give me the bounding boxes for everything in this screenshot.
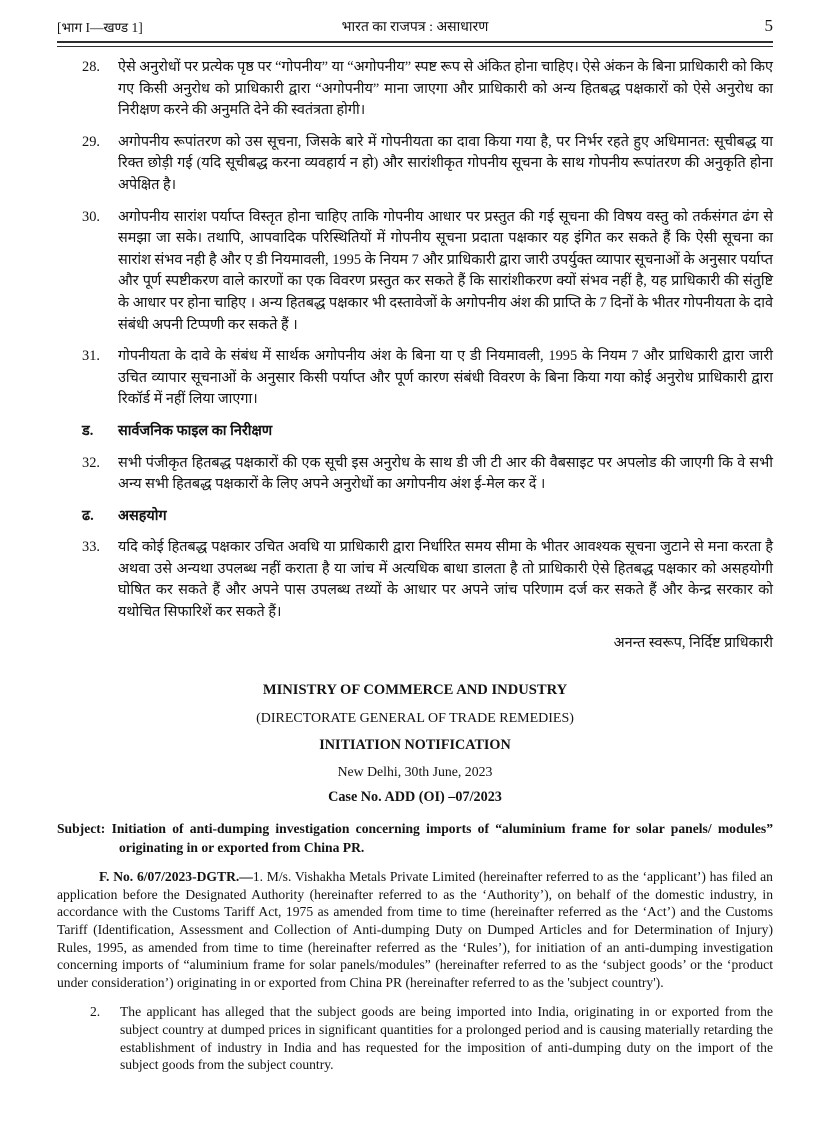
paragraph-1 (57, 868, 773, 991)
item-number: 31. (82, 348, 100, 365)
paragraph-2-text: The applicant has alleged that the subject goods are being imported into India, originating in or exported from the subject country at dumped prices in significant quantities for a prolonged period and is causing materially retarding the establishment of industry in India and has requested for the imposition of anti-dumping duty on the import of the subject goods from the subject country. (120, 1004, 773, 1073)
directorate-title: (DIRECTORATE GENERAL OF TRADE REMEDIES) (256, 710, 574, 726)
item-text: ऐसे अनुरोधों पर प्रत्येक पृष्ठ पर “गोपनीय” या “अगोपनीय” स्पष्ट रूप से अंकित होना चाहिए। ऐसे अंकन के बिना प्राधिकारी को किए गए किसी अनुरोध को प्राधिकारी द्वारा “अगोपनीय” माना जाएगा और प्राधिकारी को अन्य हितबद्ध पक्षकारों को ऐसे अनुरोध का निरीक्षण करने की अनुमति देने की स्वतंत्रता होगी। (118, 59, 773, 119)
item-number: 33. (82, 539, 100, 556)
item-text: सभी पंजीकृत हितबद्ध पक्षकारों की एक सूची इस अनुरोध के साथ डी जी टी आर की वैबसाइट पर अपलोड की जाएगी कि वे सभी अन्य सभी हितबद्ध पक्षकारों के लिए अपने अनुरोधों का अगोपनीय अंश ई-मेल कर दें । (118, 454, 773, 493)
item-text: अगोपनीय रूपांतरण को उस सूचना, जिसके बारे में गोपनीयता का दावा किया गया है, पर निर्भर रहते हुए अधिमानत: सूचीबद्ध या रिक्त छोड़ी गई (यदि सूचीबद्ध करना व्यवहार्य न हो) और सारांशीकृत गोपनीय सूचना के साथ गोपनीय रूपांतरण की अनुकृति होना अपेक्षित है। (118, 133, 773, 193)
list-item-30 (57, 207, 773, 337)
item-number: 32. (82, 454, 100, 471)
ministry-title: MINISTRY OF COMMERCE AND INDUSTRY (262, 682, 568, 699)
notification-type: INITIATION NOTIFICATION (319, 737, 511, 754)
page-number: 5 (764, 16, 773, 35)
case-number: Case No. ADD (OI) –07/2023 (328, 788, 502, 805)
file-number: F. No. 6/07/2023-DGTR.— (99, 869, 253, 885)
list-item-31 (57, 346, 773, 411)
item-number: 29. (82, 133, 100, 150)
paragraph-number: 2. (90, 1004, 101, 1020)
subject-line: Subject: Initiation of anti-dumping investigation concerning imports of “aluminium frame for solar panels/ modules” originating in or exported from China PR. (57, 821, 773, 856)
section-heading-public-file (57, 421, 773, 443)
item-text: गोपनीयता के दावे के संबंध में सार्थक अगोपनीय अंश के बिना या ए डी नियमावली, 1995 के नियम 7 और प्राधिकारी द्वारा जारी उचित व्यापार सूचनाओं के अनुसार किसी पर्याप्त और पूर्ण कारण संबंधी विवरण के बिना किया गया कोई अनुरोध प्राधिकारी द्वारा रिकॉर्ड में नहीं लिया जाएगा। (118, 348, 773, 408)
item-number: 30. (82, 208, 100, 225)
header-part-section: [भाग I—खण्ड 1] (57, 20, 143, 35)
section-heading-non-cooperation (57, 506, 773, 528)
section-title: असहयोग (118, 507, 167, 524)
list-item-29 (57, 132, 773, 197)
item-number: 28. (82, 59, 100, 75)
section-letter: ढ. (82, 507, 94, 524)
item-text: यदि कोई हितबद्ध पक्षकार उचित अवधि या प्राधिकारी द्वारा निर्धारित समय सीमा के भीतर आवश्यक सूचना जुटाने से मना करता है अथवा उसे अन्यथा उपलब्ध नहीं कराता है या जांच में अत्यधिक बाधा डालता है तो प्राधिकारी ऐसे हितबद्ध पक्षकार को असहयोगी घोषित कर सकते हैं और अपने पास उपलब्ध तथ्यों के आधार पर अपने जांच परिणाम दर्ज कर सकते हैं और केन्द्र सरकार को यथोचित सिफारिशें कर सकते हैं। (118, 539, 773, 621)
paragraph-1-text: 1. M/s. Vishakha Metals Private Limited (hereinafter referred to as the ‘applicant’) has filed an application before the Designated Authority (hereinafter referred to as the ‘Authority’), on behalf of the domestic industry, in accordance with the Customs Tariff Act, 1975 as amended from time to time (hereinafter referred as the ‘Act’) and the Customs Tariff (Identification, Assessment and Collection of Anti-dumping Duty on Dumped Articles and for Determination of Injury) Rules, 1995, as amended from time to time (hereinafter referred as the ‘Rules’), for initiation of an anti-dumping investigation concerning imports of “aluminium frame for solar panels/modules” (hereinafter referred to as the ‘subject goods’ or the ‘product under consideration’) originating in or exported from China PR (hereinafter referred to as the 'subject country'). (57, 869, 773, 990)
list-item-32 (57, 453, 773, 496)
section-letter: ड. (82, 422, 94, 439)
place-and-date: New Delhi, 30th June, 2023 (337, 764, 493, 780)
hindi-section (57, 57, 773, 654)
header-divider (57, 41, 773, 47)
signature-line: अनन्त स्वरूप, निर्दिष्ट प्राधिकारी (613, 634, 773, 651)
english-section (57, 682, 773, 1074)
page-header (57, 16, 773, 36)
section-title: सार्वजनिक फाइल का निरीक्षण (118, 422, 273, 439)
list-item-28 (57, 57, 773, 122)
paragraph-2 (57, 1003, 773, 1073)
list-item-33 (57, 537, 773, 623)
header-gazette-title: भारत का राजपत्र : असाधारण (341, 20, 489, 35)
item-text: अगोपनीय सारांश पर्याप्त विस्तृत होना चाहिए ताकि गोपनीय आधार पर प्रस्तुत की गई सूचना की विषय वस्तु को तर्कसंगत ढंग से समझा जा सके। तथापि, आपवादिक परिस्थितियों में गोपनीय सूचना प्रदाता पक्षकार यह इंगित कर सकते हैं कि ऐसी सूचना का सारांश संभव नही है और ए डी नियमावली, 1995 के नियम 7 और प्राधिकारी द्वारा जारी उपर्युक्त व्यापार सूचनाओं के अनुसार पर्याप्त और पूर्ण स्पष्टीकरण वाले कारणों का एक विवरण प्रस्तुत कर सकते हैं कि सारांशीकरण क्यों संभव नहीं है, यह प्राधिकारी की संतुष्टि के आधार पर होना चाहिए । अन्य हितबद्ध पक्षकार भी दस्तावेजों के अगोपनीय अंश की प्राप्ति के 7 दिनों के भीतर गोपनीयता के दावे संबंधी अपनी टिप्पणी कर सकते हैं । (118, 208, 773, 333)
